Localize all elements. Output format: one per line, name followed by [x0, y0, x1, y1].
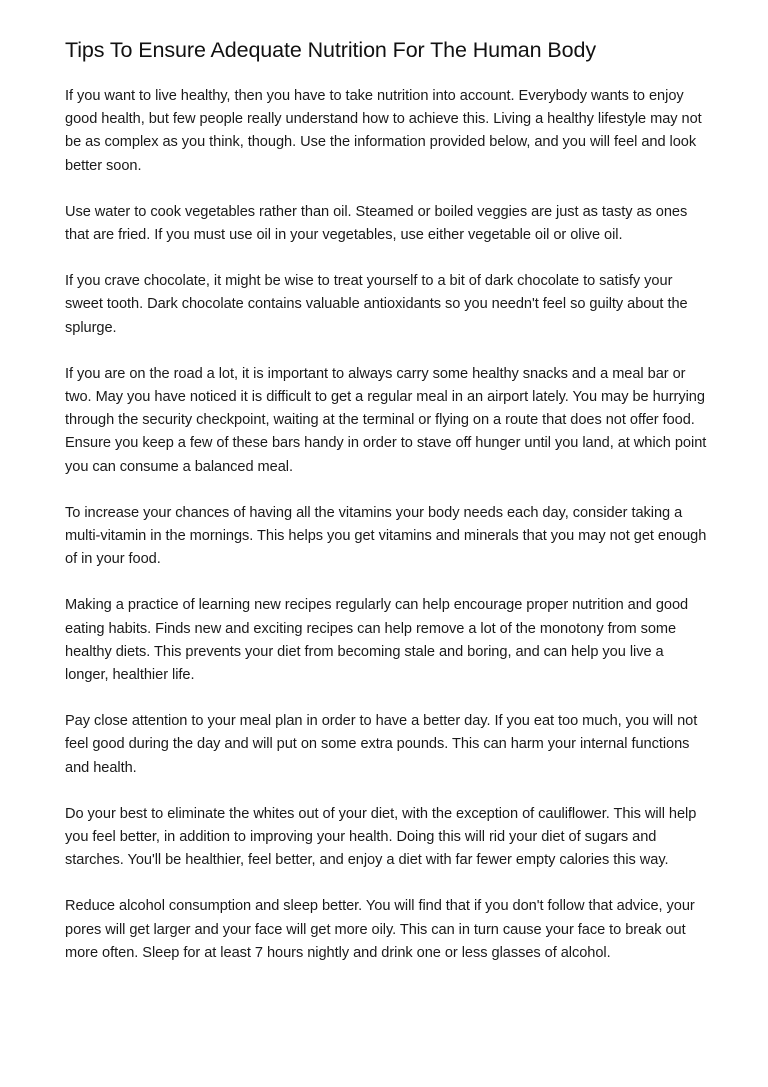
page-title: Tips To Ensure Adequate Nutrition For The Human Body [65, 38, 596, 62]
paragraph-reduce-alcohol: Reduce alcohol consumption and sleep better. You will find that if you don't follow that advice, your pores will get larger and your face will get more oily. This can in turn cause your face to break out more often. Sleep for at least 7 hours nightly and drink one or less glasses of alcohol. [65, 898, 695, 961]
paragraph-cook-vegetables: Use water to cook vegetables rather than oil. Steamed or boiled veggies are just as tasty as ones that are fried. If you must use oil in your vegetables, use either vegetable oil or olive oil. [65, 203, 688, 244]
paragraph-travel-snacks: If you are on the road a lot, it is important to always carry some healthy snacks and a meal bar or two. May you have noticed it is difficult to get a regular meal in an airport lately. You may be hurrying through the security checkpoint, waiting at the terminal or flying on a route that does not offer food. Ensure you keep a few of these bars handy in order to stave off hunger until you land, at which point you can consume a balanced meal. [65, 365, 707, 475]
paragraph-new-recipes: Making a practice of learning new recipes regularly can help encourage proper nutrition and good eating habits. Finds new and exciting recipes can help remove a lot of the monotony from some healthy diets. This prevents your diet from becoming stale and boring, and can help you live a longer, healthier life. [65, 597, 689, 684]
paragraph-intro: If you want to live healthy, then you have to take nutrition into account. Everybody wants to enjoy good health, but few people really understand how to achieve this. Living a healthy lifestyle may not be as complex as you think, though. Use the information provided below, and you will feel and look better soon. [65, 88, 702, 174]
article-body [65, 85, 708, 965]
paragraph-meal-plan: Pay close attention to your meal plan in order to have a better day. If you eat too much, you will not feel good during the day and will put on some extra pounds. This can harm your internal functions and health. [65, 713, 698, 776]
paragraph-multivitamin: To increase your chances of having all the vitamins your body needs each day, consider taking a multi-vitamin in the mornings. This helps you get vitamins and minerals that you may not get enough of in your food. [65, 504, 707, 568]
paragraph-eliminate-whites: Do your best to eliminate the whites out of your diet, with the exception of cauliflower. This will help you feel better, in addition to improving your health. Doing this will rid your diet of sugars and starches. You'll be healthier, feel better, and enjoy a diet with far fewer empty calories this way. [65, 805, 697, 869]
paragraph-dark-chocolate: If you crave chocolate, it might be wise to treat yourself to a bit of dark chocolate to satisfy your sweet tooth. Dark chocolate contains valuable antioxidants so you needn't feel so guilty about the splurge. [65, 273, 688, 336]
